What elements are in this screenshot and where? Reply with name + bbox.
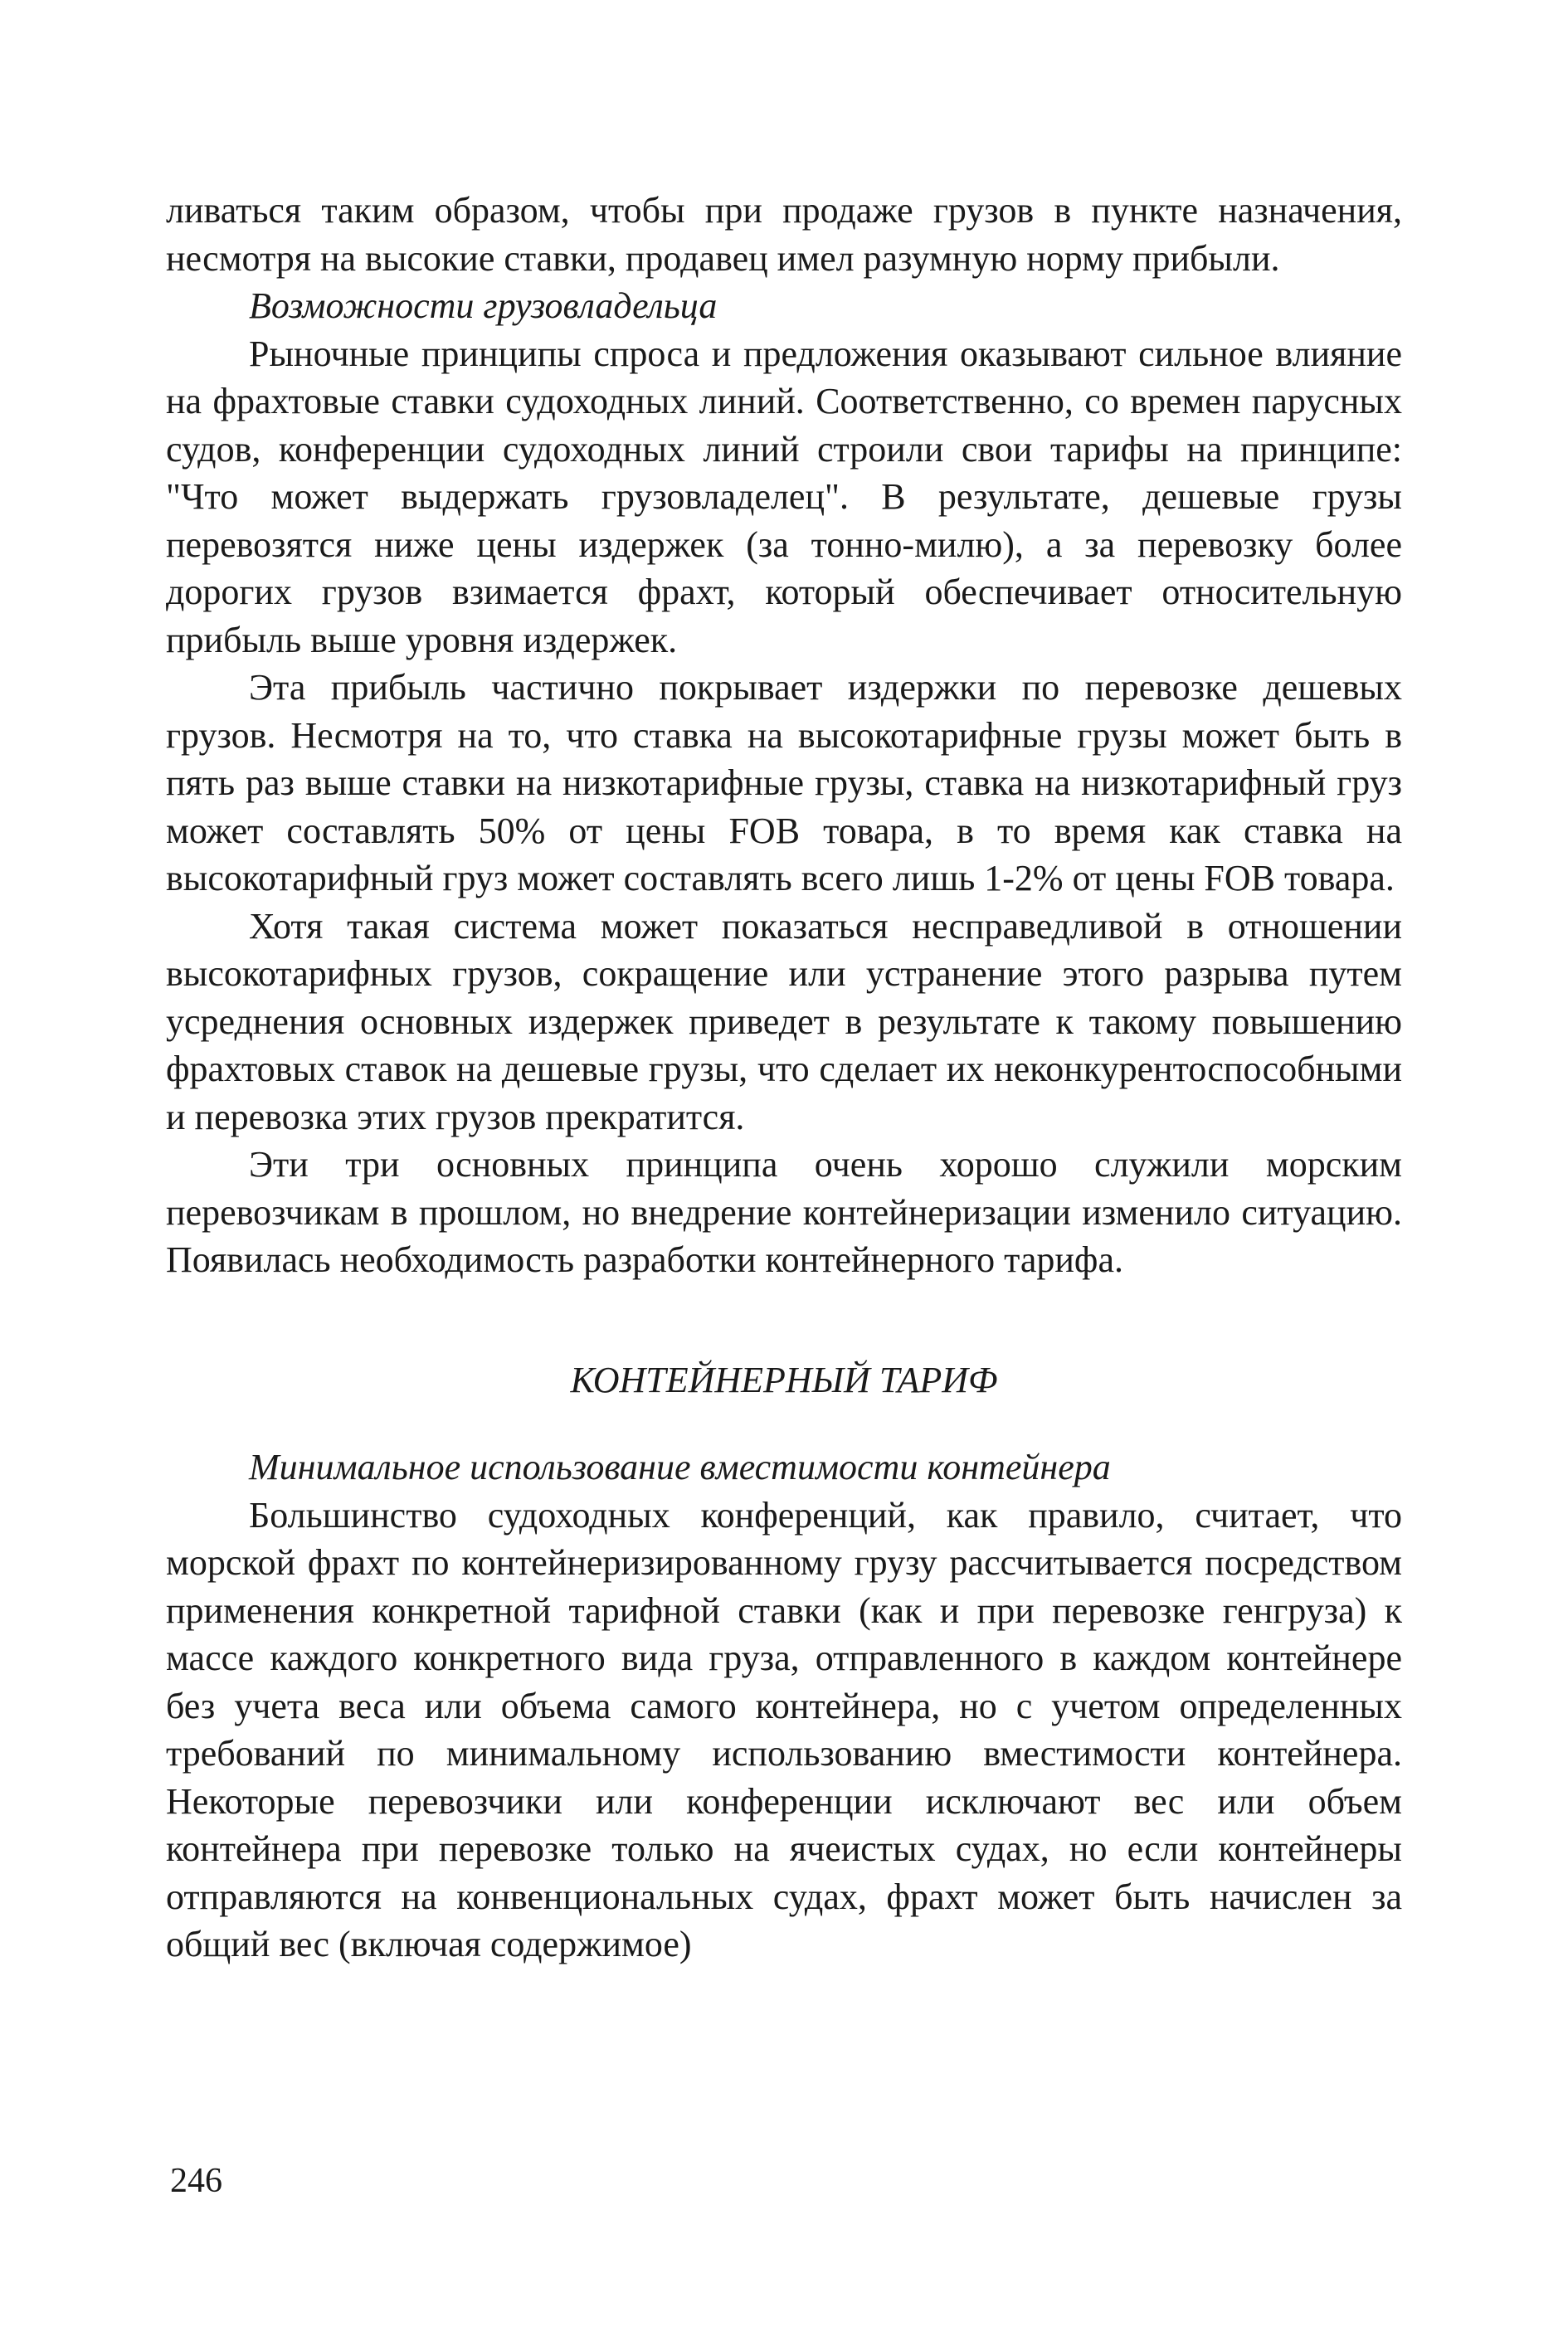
paragraph-containerization: Эти три основных принципа очень хорошо служили морским перевозчикам в прошлом, но внедрение контейнеризации изменило ситуацию. Появилась необходимость разработки контейнерного тарифа. <box>166 1144 1402 1280</box>
paragraph-profit: Эта прибыль частично покрывает издержки по перевозке дешевых грузов. Несмотря на то, что ставка на высокотарифные грузы может быть в пять раз выше ставки на низкотарифные грузы, ставка на низкотарифный груз может составлять 50% от цены FOB товара, в то время как ставка на высокотарифный груз может составлять всего лишь 1-2% от цены FOB товара. <box>166 667 1402 898</box>
paragraph-system-fairness: Хотя такая система может показаться несправедливой в отношении высокотарифных грузов, сокращение или устранение этого разрыва путем усреднения основных издержек приведет в результате к такому повышению фрахтовых ставок на дешевые грузы, что сделает их неконкурентоспособными и перевозка этих грузов прекратится. <box>166 905 1402 1137</box>
paragraph-market-principles: Рыночные принципы спроса и предложения оказывают сильное влияние на фрахтовые ставки судоходных линий. Соответственно, со времен парусных судов, конференции судоходных линий строили свои тарифы на принципе: "Что может выдержать грузовладелец". В результате, дешевые грузы перевозятся ниже цены издержек (за тонно-милю), а за перевозку более дорогих грузов взимается фрахт, который обеспечивает относительную прибыль выше уровня издержек. <box>166 333 1402 660</box>
subheading-container-capacity: Минимальное использование вместимости контейнера <box>249 1447 1111 1487</box>
page-number: 246 <box>170 2162 222 2200</box>
continuation-paragraph: ливаться таким образом, чтобы при продаже грузов в пункте назначения, несмотря на высокие ставки, продавец имел разумную норму прибыли. <box>166 190 1402 279</box>
page-content <box>166 187 1402 1969</box>
section-title: КОНТЕЙНЕРНЫЙ ТАРИФ <box>570 1359 998 1400</box>
subheading-cargo-owner: Возможности грузовладельца <box>249 285 718 326</box>
paragraph-shipping-conferences: Большинство судоходных конференций, как правило, считает, что морской фрахт по контейнеризированному грузу рассчитывается посредством применения конкретной тарифной ставки (как и при перевозке генгруза) к массе каждого конкретного вида груза, отправленного в каждом контейнере без учета веса или объема самого контейнера, но с учетом определенных требований по минимальному использованию вместимости контейнера. Некоторые перевозчики или конференции исключают вес или объем контейнера при перевозке только на ячеистых судах, но если контейнеры отправляются на конвенциональных судах, фрахт может быть начислен за общий вес (включая содержимое) <box>166 1494 1402 1964</box>
